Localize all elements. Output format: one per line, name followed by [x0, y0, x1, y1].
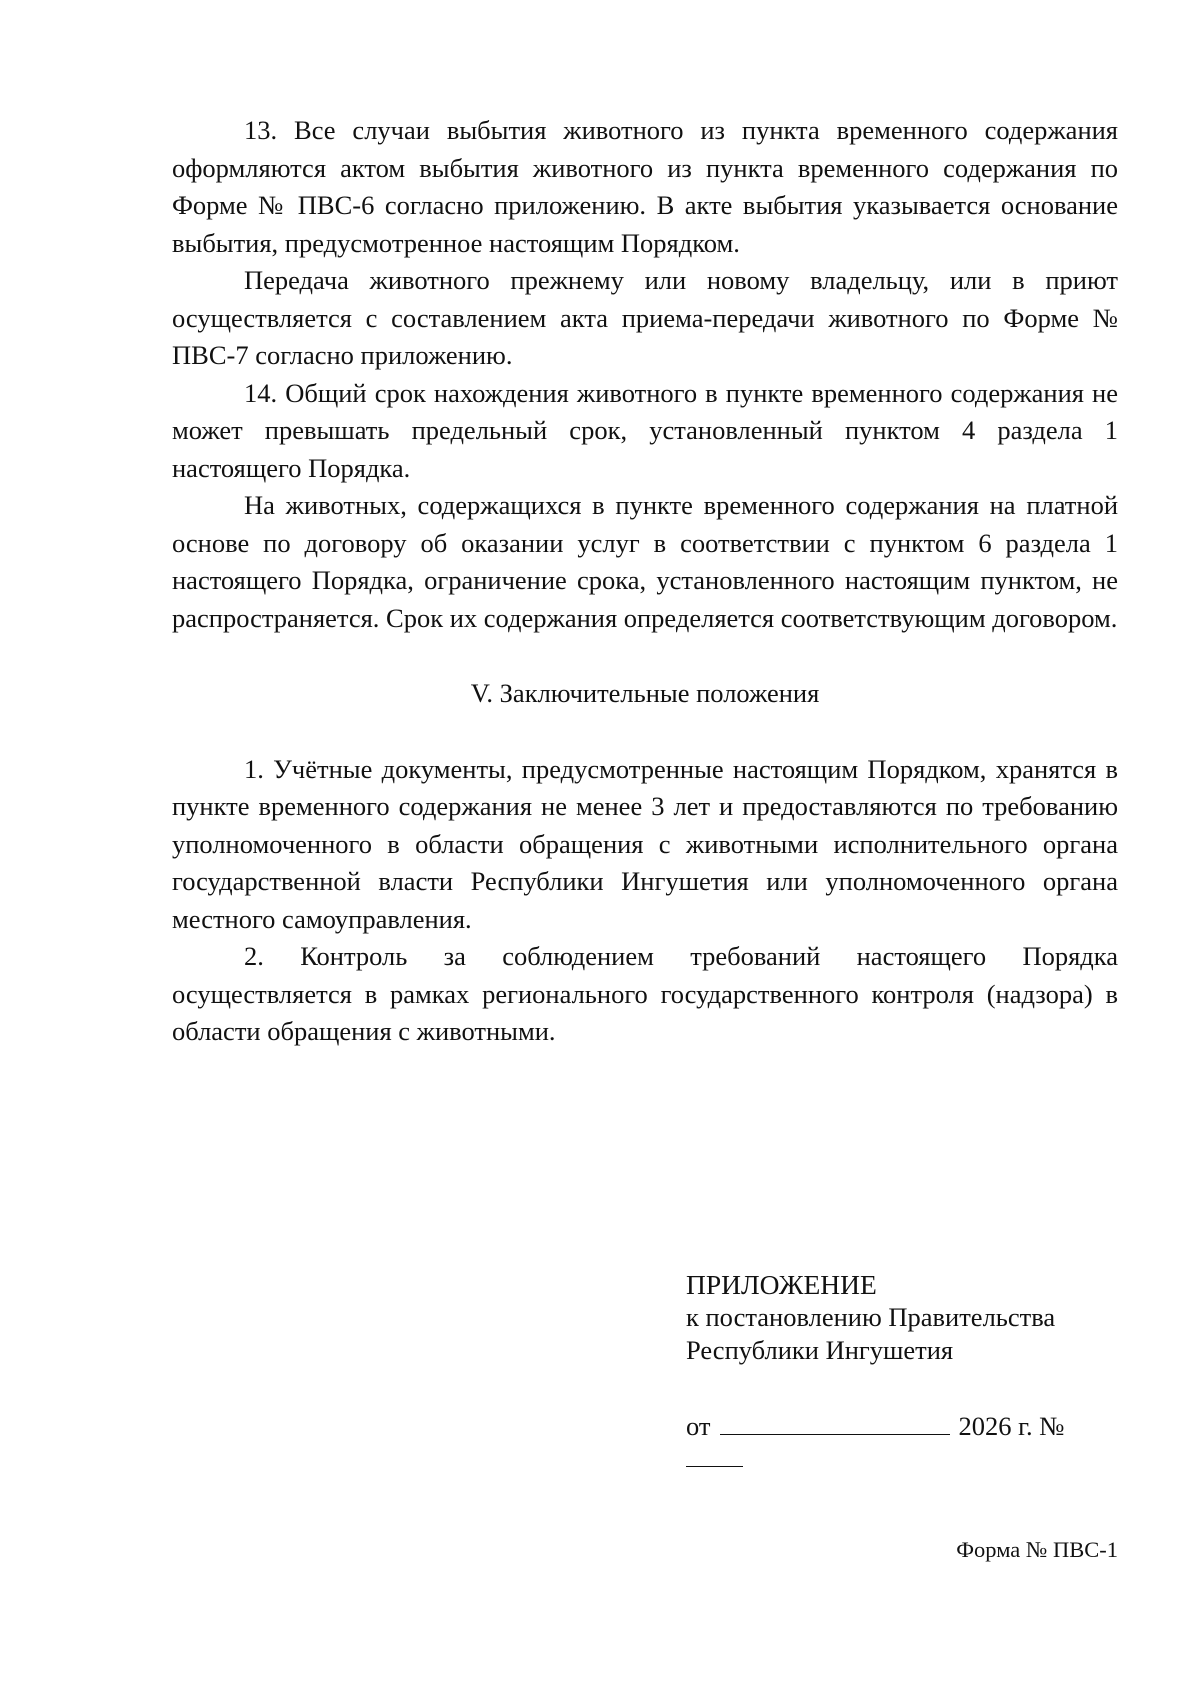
final-paragraph-1: 1. Учётные документы, предусмотренные настоящим Порядком, хранятся в пункте временного содержания не менее 3 лет и предоставляются по требованию уполномоченного в области обращения с животными исполнительного органа государственной власти Республики Ингушетия или уполномоченного органа местного самоуправления.: [172, 753, 1118, 934]
appendix-line-1: к постановлению Правительства: [686, 1302, 1056, 1332]
paragraph-13: 13. Все случаи выбытия животного из пункта временного содержания оформляются актом выбытия животного из пункта временного содержания по Форме № ПВС-6 согласно приложению. В акте выбытия указывается основание выбытия, предусмотренное настоящим Порядком.: [172, 115, 1118, 258]
date-prefix: от: [686, 1411, 711, 1441]
date-suffix: 2026 г. №: [958, 1411, 1065, 1441]
final-paragraph-2: 2. Контроль за соблюдением требований настоящего Порядка осуществляется в рамках регионального государственного контроля (надзора) в области обращения с животными.: [172, 941, 1118, 1046]
appendix-line-2: Республики Ингушетия: [686, 1335, 954, 1365]
number-blank-line: [686, 1466, 743, 1467]
form-label: Форма № ПВС-1: [956, 1537, 1118, 1562]
appendix-date-row: [686, 1408, 1106, 1443]
section-title: V. Заключительные положения: [470, 678, 820, 708]
paragraph-paid-keeping: На животных, содержащихся в пункте временного содержания на платной основе по договору об оказании услуг в соответствии с пунктом 6 раздела 1 настоящего Порядка, ограничение срока, установленного настоящим пунктом, не распространяется. Срок их содержания определяется соответствующим договором.: [172, 490, 1118, 633]
paragraph-transfer: Передача животного прежнему или новому владельцу, или в приют осуществляется с составлением акта приема-передачи животного по Форме № ПВС-7 согласно приложению.: [172, 265, 1118, 370]
appendix-title: ПРИЛОЖЕНИЕ: [686, 1269, 877, 1300]
appendix-block: [686, 1268, 1106, 1367]
document-body: [172, 112, 1118, 1051]
paragraph-14: 14. Общий срок нахождения животного в пункте временного содержания не может превышать предельный срок, установленный пунктом 4 раздела 1 настоящего Порядка.: [172, 377, 1118, 483]
date-blank-line: [720, 1408, 950, 1435]
